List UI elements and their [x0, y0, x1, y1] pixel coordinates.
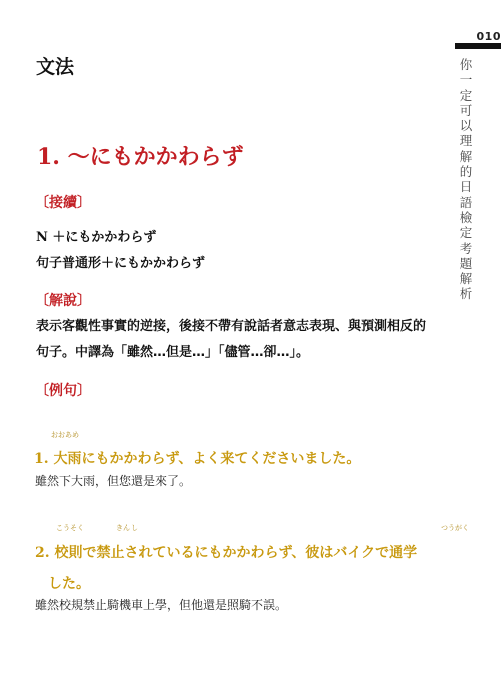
example-sentence: 1. 大雨にもかかわらず、よく来てくださいました。: [34, 451, 361, 467]
examples-label: 〔例句〕: [35, 383, 91, 399]
explanation-text: [36, 314, 456, 366]
explanation-label: 〔解說〕: [35, 293, 91, 309]
example-sentence: 2. 校則で禁止されているにもかかわらず、彼はバイクで通学: [35, 545, 418, 561]
furigana: きん: [116, 524, 130, 532]
side-running-title: 你一定可以理解的日語檢定考題解析: [459, 57, 473, 302]
furigana: おおあめ: [51, 431, 79, 439]
example-translation: 雖然下大雨，但您還是來了。: [35, 474, 192, 488]
connection-label: 〔接續〕: [35, 195, 91, 211]
example-sentence: した。: [48, 576, 90, 592]
connection-line: 句子普通形＋にもかかわらず: [36, 256, 206, 271]
section-title: 文法: [36, 56, 75, 78]
connection-line: N ＋にもかかわらず: [36, 230, 157, 245]
furigana: し: [131, 524, 138, 532]
furigana: こうそく: [56, 524, 84, 532]
page-number-rule: [455, 43, 501, 49]
grammar-point-title: 1. ～にもかかわらず: [37, 144, 244, 170]
furigana: つうがく: [441, 524, 469, 532]
explanation-line: 表示客觀性事實的逆接，後接不帶有說話者意志表現、與預測相反的: [36, 319, 427, 334]
explanation-line: 句子。中譯為「雖然…但是…」「儘管…卻…」。: [36, 345, 310, 360]
page-number: 010: [476, 30, 501, 43]
example-translation: 雖然校規禁止騎機車上學，但他還是照騎不誤。: [35, 598, 288, 612]
